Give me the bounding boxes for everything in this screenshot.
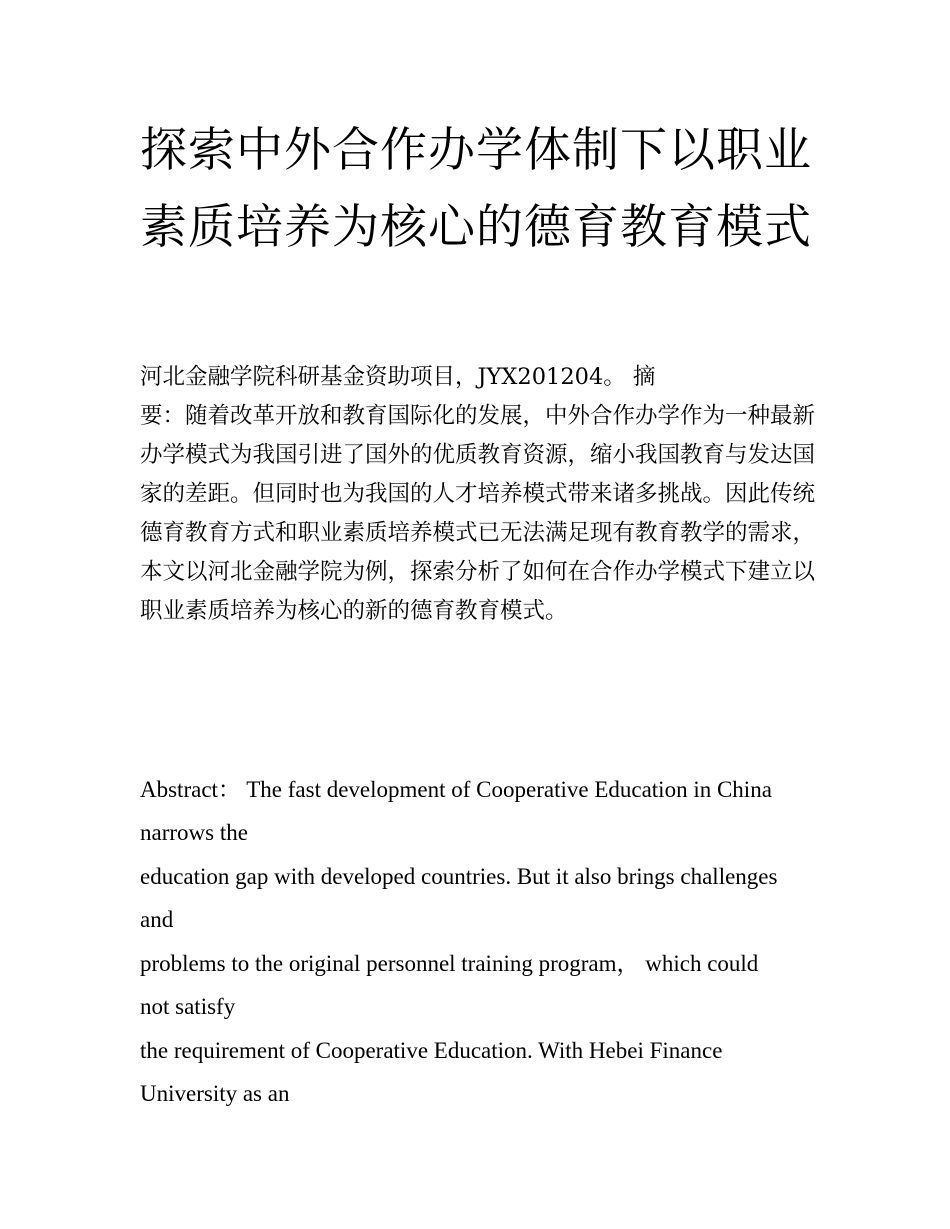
funding-note: 河北金融学院科研基金资助项目，JYX201204。 摘	[140, 364, 656, 390]
english-abstract-line: problems to the original personnel training program， which could not satisfy	[140, 951, 759, 1019]
english-abstract-line: Abstract： The fast development of Cooperative Education in China narrows the	[140, 777, 772, 845]
document-title: 探索中外合作办学体制下以职业素质培养为核心的德育教育模式	[140, 123, 812, 255]
chinese-abstract	[140, 358, 815, 631]
english-abstract-line: the requirement of Cooperative Education. With Hebei Finance University as an	[140, 1038, 723, 1106]
english-abstract	[140, 768, 790, 1116]
chinese-abstract-text: 要：随着改革开放和教育国际化的发展，中外合作办学作为一种最新办学模式为我国引进了国外的优质教育资源，缩小我国教育与发达国家的差距。但同时也为我国的人才培养模式带来诸多挑战。因此传统德育教育方式和职业素质培养模式已无法满足现有教育教学的需求，本文以河北金融学院为例，探索分析了如何在合作办学模式下建立以职业素质培养为核心的新的德育教育模式。	[140, 403, 816, 624]
english-abstract-line: education gap with developed countries. But it also brings challenges and	[140, 864, 778, 932]
